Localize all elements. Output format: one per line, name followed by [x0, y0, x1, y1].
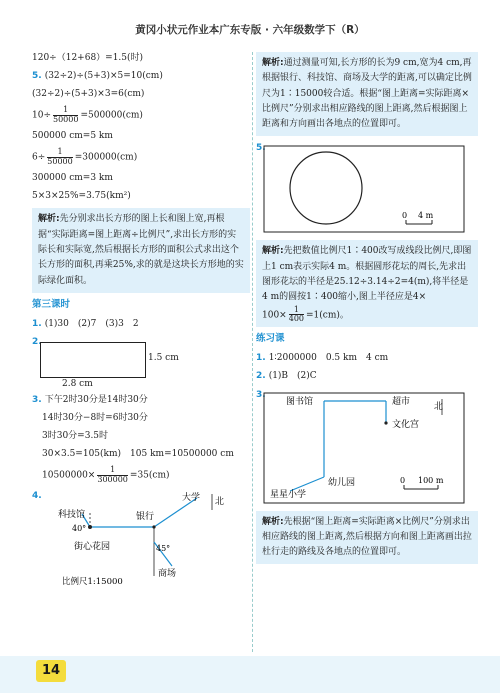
chaoshi-label: 超市 [392, 396, 411, 407]
drawn-circle [290, 152, 362, 224]
answer-text: (32÷2)÷(5+3)×5=10(cm) [44, 71, 163, 82]
scale-value: 100 m [418, 475, 444, 485]
question-number: 2. [32, 336, 42, 347]
question-number: 1. [256, 353, 266, 364]
analysis-text: 先根据“图上距离=实际距离×比例尺”分别求出相应路线的图上距离,然后根据方向和图上距离画出拉杜行走的路线及各地点的位置即可。 [262, 516, 472, 558]
answer-text: =500000(cm) [80, 110, 143, 121]
analysis-box [256, 240, 478, 327]
daxue-label: 大学 [182, 493, 201, 504]
tushuguan-label: 图书馆 [286, 396, 314, 407]
frame-rect [264, 146, 464, 232]
answer-line: 5×3×25%=3.75(km²) [32, 191, 131, 202]
answer-line: 3时30分=3.5时 [42, 431, 109, 442]
answer-text: 1∶2000000 0.5 km 4 cm [268, 353, 389, 364]
answer-line [32, 70, 250, 82]
fraction: $\frac{1}{50000}$ [47, 147, 73, 166]
fraction: $\frac{1}{300000}$ [97, 465, 128, 484]
answer-text: =35(cm) [129, 470, 170, 481]
section-title: 练习课 [256, 333, 285, 345]
map-question-3 [256, 389, 478, 507]
circle-diagram-svg [256, 142, 478, 236]
answer-text: (1)30 (2)7 (3)3 2 [44, 318, 139, 329]
question-number: 5. [256, 143, 266, 154]
youeryuan-label: 幼儿园 [328, 477, 356, 488]
analysis-box [256, 52, 478, 136]
page-number: 14 [36, 660, 66, 682]
kejiguan-label: 科技馆 [58, 510, 86, 521]
jiexin-label: 街心花园 [74, 542, 111, 553]
answer-text: 下午2时30分是14时30分 [44, 394, 148, 405]
xingxing-label: 星星小学 [270, 489, 307, 500]
bank-point [152, 526, 155, 529]
map-3-svg [256, 389, 478, 507]
analysis-label: 解析: [262, 516, 284, 527]
north-label: 北 [434, 401, 444, 412]
map-4-svg [32, 490, 250, 586]
question-number: 4. [32, 491, 42, 502]
wenhuagong-point [384, 421, 387, 424]
column-divider [252, 52, 253, 652]
wenhuagong-label: 文化宫 [392, 419, 420, 430]
angle-40-label: 40° [72, 524, 87, 534]
answer-line: (32÷2)÷(5+3)×3=6(cm) [32, 89, 145, 100]
answer-text: (1)B (2)C [268, 371, 317, 382]
answer-text: =300000(cm) [74, 152, 138, 163]
yinhang-label: 银行 [136, 512, 155, 523]
answer-line: 14时30分−8时=6时30分 [42, 412, 148, 423]
analysis-label: 解析: [38, 214, 60, 225]
garden-point [88, 525, 92, 529]
analysis-label: 解析: [262, 58, 284, 68]
answer-text: 6÷ [32, 152, 46, 163]
answer-text: 10÷ [32, 110, 51, 121]
analysis-box [32, 208, 250, 292]
shangchang-label: 商场 [158, 569, 177, 580]
analysis-text: 先把数值比例尺1∶400改写成线段比例尺,即图上1 cm表示实际4 m。根据圆形花坛的周长,先求出图形花坛的半径是25.12÷3.14÷2=4(m),将半径是4 m的圆按1∶400缩小,图上半径应是4× [262, 246, 472, 303]
answer-line: 30×3.5=105(km) 105 km=10500000 cm [42, 449, 234, 460]
page-header: 黄冈小状元作业本广东专版 · 六年级数学下（R） [135, 24, 365, 36]
question-number: 3. [32, 394, 42, 405]
fraction: $\frac{1}{400}$ [288, 304, 305, 324]
circle-question [256, 142, 478, 236]
question-number: 1. [32, 318, 42, 329]
scale-label: 比例尺1:15000 [62, 577, 123, 587]
question-number: 5. [32, 71, 42, 82]
answer-line: 120÷（12+68）=1.5(时) [32, 53, 144, 63]
route-line [290, 477, 324, 491]
rect-height-label: 1.5 cm [148, 352, 179, 363]
analysis-text: =1(cm)。 [306, 310, 349, 321]
right-column [256, 52, 478, 570]
scale-zero: 0 [402, 211, 408, 221]
analysis-text: 通过测量可知,长方形的长为9 cm,宽为4 cm,再根据银行、科技馆、商场及大学的距离,可以确定比例尺为1∶15000较合适。根据“图上距离=实际距离×比例尺”分别求出相应路线的图上距离,然后根据图上距离和方向画出各地点的位置即可。 [262, 58, 472, 130]
answer-line [256, 352, 478, 364]
question-number: 3. [256, 389, 266, 400]
north-label: 北 [215, 497, 225, 508]
left-column [32, 52, 250, 586]
answer-line [32, 106, 250, 124]
answer-text: 10500000× [42, 470, 96, 481]
question-number: 2. [256, 371, 266, 382]
answer-line: 500000 cm=5 km [32, 131, 113, 142]
answer-line [32, 318, 250, 330]
analysis-text: 100× [262, 310, 287, 321]
drawn-rectangle [40, 342, 146, 378]
answer-line: 300000 cm=3 km [32, 173, 113, 184]
answer-line [32, 394, 250, 406]
section-title: 第三课时 [32, 298, 71, 310]
answer-line [256, 370, 478, 382]
rect-width-label: 2.8 cm [62, 378, 93, 389]
answer-line [32, 148, 250, 166]
footer-band [0, 656, 500, 693]
analysis-label: 解析: [262, 246, 284, 257]
scale-value: 4 m [418, 211, 434, 221]
analysis-box [256, 511, 478, 565]
rectangle-question [32, 336, 250, 388]
answer-line [32, 466, 250, 484]
scale-zero: 0 [400, 475, 406, 485]
analysis-text: 先分别求出长方形的图上长和图上宽,再根据“实际距离=图上距离÷比例尺”,求出长方形的实际长和实际宽,然后根据长方形的面积公式求出这个长方形的面积,再乘25%,求的就是这块长方形地的实际绿化面积。 [38, 214, 244, 286]
map-question-4 [32, 490, 250, 586]
angle-45-label: 45° [156, 544, 171, 554]
fraction: $\frac{1}{50000}$ [53, 105, 79, 124]
